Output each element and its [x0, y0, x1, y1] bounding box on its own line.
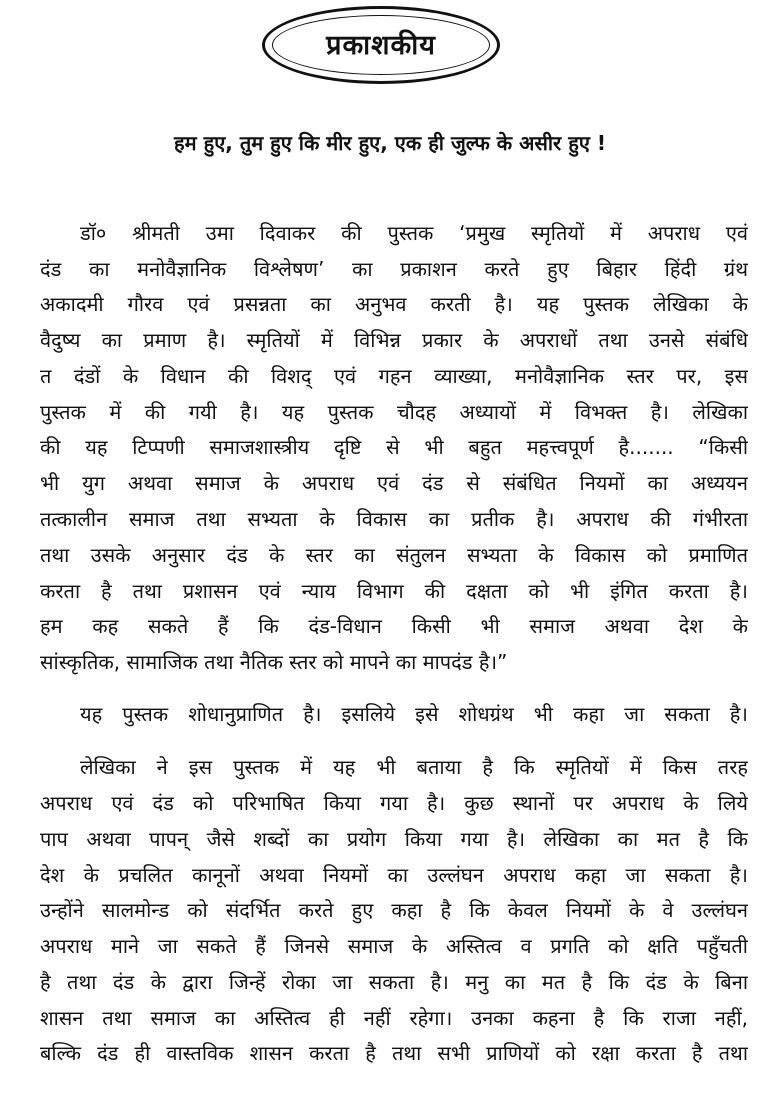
title-oval-inner-frame: [272, 15, 490, 75]
text-line: तत्कालीन समाज तथा सभ्यता के विकास का प्रतीक है। अपराध की गंभीरता: [40, 507, 748, 531]
text-line: वैदुष्य का प्रमाण है। स्मृतियों में विभिन्न प्रकार के अपराधों तथा उनसे संबंधि: [40, 328, 748, 352]
text-line: देश के प्रचलित कानूनों अथवा नियमों का उल्लंघन अपराध कहा जा सकता है।: [40, 863, 748, 887]
title-oval-frame: [262, 6, 500, 84]
text-line: हम कह सकते हैं कि दंड-विधान किसी भी समाज अथवा देश के: [40, 614, 748, 638]
text-line: की यह टिप्पणी समाजशास्त्रीय दृष्टि से भी बहुत महत्त्वपूर्ण है....... “किसी: [40, 435, 748, 459]
text-line: सांस्कृतिक, सामाजिक तथा नैतिक स्तर को मापने का मापदंड है।”: [40, 650, 508, 674]
text-line: भी युग अथवा समाज के अपराध एवं दंड से संबंधित नियमों का अध्ययन: [40, 471, 748, 495]
text-line: उन्होंने सालमोन्ड को संदर्भित करते हुए कहा है कि केवल नियमों के वे उल्लंघन: [40, 898, 748, 922]
text-line: बल्कि दंड ही वास्तविक शासन करता है तथा सभी प्राणियों को रक्षा करता है तथा: [40, 1041, 748, 1065]
text-line: अकादमी गौरव एवं प्रसन्नता का अनुभव करती है। यह पुस्तक लेखिका के: [40, 292, 748, 316]
text-line: यह पुस्तक शोधानुप्राणित है। इसलिये इसे शोधग्रंथ भी कहा जा सकता है।: [80, 702, 748, 726]
text-line: है तथा दंड के द्वारा जिन्हें रोका जा सकता है। मनु का मत है कि दंड के बिना: [40, 970, 748, 994]
text-line: लेखिका ने इस पुस्तक में यह भी बताया है कि स्मृतियों में किस तरह: [80, 755, 748, 779]
text-line: डॉ० श्रीमती उमा दिवाकर की पुस्तक ‘प्रमुख स्मृतियों में अपराध एवं: [80, 221, 748, 245]
page-title: प्रकाशकीय: [326, 29, 436, 61]
text-line: त दंडों के विधान की विशद् एवं गहन व्याख्या, मनोवैज्ञानिक स्तर पर, इस: [40, 364, 748, 388]
text-line: शासन तथा समाज का अस्तित्व ही नहीं रहेगा। उनका कहना है कि राजा नहीं,: [40, 1006, 748, 1030]
text-line: दंड का मनोवैज्ञानिक विश्लेषण’ का प्रकाशन करते हुए बिहार हिंदी ग्रंथ: [40, 257, 748, 281]
epigraph: हम हुए, तुम हुए कि मीर हुए, एक ही जुल्फ के असीर हुए !: [174, 131, 606, 155]
text-line: करता है तथा प्रशासन एवं न्याय विभाग की दक्षता को भी इंगित करता है।: [40, 579, 748, 603]
text-line: अपराध एवं दंड को परिभाषित किया गया है। कुछ स्थानों पर अपराध के लिये: [40, 791, 748, 815]
text-line: पाप अथवा पापन् जैसे शब्दों का प्रयोग किया गया है। लेखिका का मत है कि: [40, 827, 748, 851]
text-line: अपराध माने जा सकते हैं जिनसे समाज के अस्तित्व व प्रगति को क्षति पहुँचती: [40, 934, 748, 958]
text-line: तथा उसके अनुसार दंड के स्तर का संतुलन सभ्यता के विकास को प्रमाणित: [40, 543, 748, 567]
text-line: पुस्तक में की गयी है। यह पुस्तक चौदह अध्यायों में विभक्त है। लेखिका: [40, 400, 748, 424]
